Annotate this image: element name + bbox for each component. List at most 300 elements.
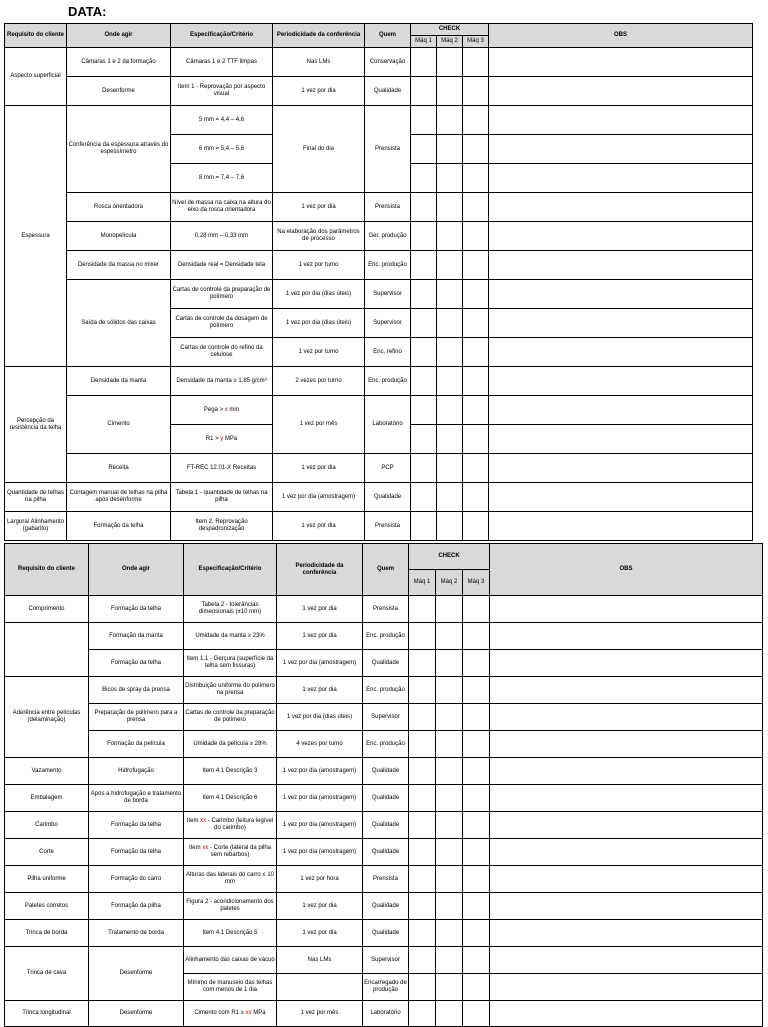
quem-cell: PCP: [365, 454, 411, 483]
obs-cell[interactable]: [489, 106, 753, 135]
onde-cell: Hidrofugação: [89, 758, 184, 785]
spec-cell: [171, 396, 273, 425]
requisito-cell: Trinca longitudinal: [5, 1001, 89, 1027]
check-cell[interactable]: [411, 396, 437, 425]
table-row: [5, 839, 763, 866]
spec-cell: Tabela 1 - quantidade de telhas na pilha: [171, 483, 273, 512]
onde-cell: Receita: [67, 454, 171, 483]
check-cell[interactable]: [411, 338, 437, 367]
check-cell[interactable]: [463, 812, 490, 839]
obs-cell[interactable]: [490, 758, 763, 785]
table-row: [5, 106, 753, 135]
date-label: DATA:: [68, 4, 107, 19]
period-cell: 4 vezes por turno: [277, 731, 363, 758]
check-cell[interactable]: [463, 650, 490, 677]
check-cell[interactable]: [409, 947, 436, 974]
onde-cell: Contagem manual de telhas na pilha após desenforme: [67, 483, 171, 512]
r1-prefix: R1 >: [205, 435, 221, 442]
check-cell[interactable]: [437, 338, 463, 367]
check-cell[interactable]: [463, 839, 490, 866]
obs-cell[interactable]: [489, 135, 753, 164]
check-cell[interactable]: [409, 785, 436, 812]
obs-cell[interactable]: [489, 77, 753, 106]
onde-cell: Saída de sólidos das caixas: [67, 280, 171, 367]
table-row: [5, 483, 753, 512]
onde-cell: Câmaras 1 e 2 da formação: [67, 48, 171, 77]
check-cell[interactable]: [437, 483, 463, 512]
onde-cell: Formação da telha: [89, 650, 184, 677]
header-quem: Quem: [363, 544, 409, 596]
check-cell[interactable]: [409, 866, 436, 893]
table-row: [5, 77, 753, 106]
onde-cell: Desenforme: [89, 947, 184, 1001]
header-check: CHECK: [409, 544, 490, 570]
spec-cell: Mínimo de manuseio das telhas com menos de 1 dia: [184, 974, 277, 1001]
quem-cell: Enc. produção: [363, 623, 409, 650]
check-cell[interactable]: [463, 596, 490, 623]
obs-cell[interactable]: [489, 280, 753, 309]
check-cell[interactable]: [463, 338, 489, 367]
quem-cell: Prensista: [365, 512, 411, 541]
onde-cell: Formação da telha: [67, 512, 171, 541]
period-cell: 1 vez por dia (dias úteis): [273, 309, 365, 338]
obs-cell[interactable]: [489, 164, 753, 193]
onde-cell: Preparação de polímero para a prensa: [89, 704, 184, 731]
spec-cell: Alturas das laterais do carro ≤ 10 mm: [184, 866, 277, 893]
obs-cell[interactable]: [489, 251, 753, 280]
check-cell[interactable]: [436, 677, 463, 704]
period-cell: 2 vezes por turno: [273, 367, 365, 396]
quem-cell: Enc. produção: [363, 731, 409, 758]
quem-cell: Prensista: [363, 596, 409, 623]
cimento-xx: xx: [245, 1010, 252, 1016]
requisito-cell: Corte: [5, 839, 89, 866]
requisito-cell: [5, 623, 89, 677]
check-cell[interactable]: [463, 135, 489, 164]
check-cell[interactable]: [463, 677, 490, 704]
period-cell: 1 vez por dia: [273, 512, 365, 541]
header-especificacao: Especificação/Critério: [171, 24, 273, 48]
check-cell[interactable]: [409, 731, 436, 758]
check-cell[interactable]: [409, 920, 436, 947]
table-row: [5, 596, 763, 623]
check-cell[interactable]: [463, 920, 490, 947]
check-cell[interactable]: [463, 974, 490, 1001]
period-cell: 1 vez por dia (dias úteis): [277, 704, 363, 731]
header-maq2: Máq 2: [437, 36, 463, 48]
check-cell[interactable]: [436, 974, 463, 1001]
period-cell: 1 vez por turno: [273, 251, 365, 280]
spec-cell: Cartas de controle do refino da celulose: [171, 338, 273, 367]
pega-x: x: [224, 406, 228, 413]
check-cell[interactable]: [409, 1001, 436, 1027]
quem-cell: Enc. refino: [365, 338, 411, 367]
quem-cell: Supervisor: [363, 704, 409, 731]
table-row: [5, 454, 753, 483]
quem-cell: Ger. produção: [365, 222, 411, 251]
period-cell: 1 vez por dia (dias úteis): [273, 280, 365, 309]
table-row: [5, 623, 763, 650]
check-cell[interactable]: [411, 193, 437, 222]
header-periodicidade: Periodicidade da conferência: [277, 544, 363, 596]
check-cell[interactable]: [436, 758, 463, 785]
obs-cell[interactable]: [490, 731, 763, 758]
quem-cell: Qualidade: [363, 785, 409, 812]
spec-cell: Cartas de controle da preparação de polímero: [184, 704, 277, 731]
header-obs: OBS: [489, 24, 753, 48]
quem-cell: Laboratório: [363, 1001, 409, 1027]
check-cell[interactable]: [463, 367, 489, 396]
requisito-cell: Espessura: [5, 106, 67, 367]
table-row: [5, 920, 763, 947]
obs-cell[interactable]: [489, 193, 753, 222]
spec-cell: 5 mm = 4,4 – 4,6: [171, 106, 273, 135]
period-cell: 1 vez por dia (amostragem): [277, 839, 363, 866]
check-cell[interactable]: [463, 704, 490, 731]
obs-cell[interactable]: [490, 947, 763, 974]
check-cell[interactable]: [409, 704, 436, 731]
check-cell[interactable]: [436, 839, 463, 866]
obs-cell[interactable]: [490, 596, 763, 623]
check-cell[interactable]: [437, 77, 463, 106]
table-row: [5, 812, 763, 839]
check-cell[interactable]: [411, 454, 437, 483]
check-cell[interactable]: [437, 106, 463, 135]
check-cell[interactable]: [463, 758, 490, 785]
checklist-table-2: [4, 543, 763, 1027]
check-cell[interactable]: [463, 893, 490, 920]
check-cell[interactable]: [411, 512, 437, 541]
spec-cell: Nível de massa na caixa na altura do eixo da rosca orientadora: [171, 193, 273, 222]
check-cell[interactable]: [463, 251, 489, 280]
period-cell: 1 vez por dia: [273, 77, 365, 106]
obs-cell[interactable]: [490, 650, 763, 677]
spec-cell: Umidade da manta ≥ 23%: [184, 623, 277, 650]
check-cell[interactable]: [411, 280, 437, 309]
check-cell[interactable]: [409, 974, 436, 1001]
check-cell[interactable]: [463, 512, 489, 541]
check-cell[interactable]: [437, 135, 463, 164]
check-cell[interactable]: [437, 48, 463, 77]
check-cell[interactable]: [437, 396, 463, 425]
check-cell[interactable]: [411, 367, 437, 396]
quem-cell: Supervisor: [365, 280, 411, 309]
requisito-cell: Pilha uniforme: [5, 866, 89, 893]
table-row: [5, 785, 763, 812]
check-cell[interactable]: [436, 785, 463, 812]
check-cell[interactable]: [437, 251, 463, 280]
table-row: [5, 758, 763, 785]
check-cell[interactable]: [411, 251, 437, 280]
onde-cell: Desenforme: [67, 77, 171, 106]
check-cell[interactable]: [436, 893, 463, 920]
check-cell[interactable]: [463, 454, 489, 483]
requisito-cell: Carimbo: [5, 812, 89, 839]
check-cell[interactable]: [437, 367, 463, 396]
onde-cell: Monopelícula: [67, 222, 171, 251]
check-cell[interactable]: [411, 222, 437, 251]
table-row: [5, 367, 753, 396]
pega-suffix: min: [227, 406, 240, 413]
spec-cell: 8 mm = 7,4 – 7,6: [171, 164, 273, 193]
check-cell[interactable]: [463, 222, 489, 251]
obs-cell[interactable]: [489, 512, 753, 541]
check-cell[interactable]: [463, 280, 489, 309]
spec-cell: Câmaras 1 e 2 TTF limpas: [171, 48, 273, 77]
table-row: [5, 704, 763, 731]
spec-cell: [184, 839, 277, 866]
r1-suffix: MPa: [223, 435, 238, 442]
spec-cell: Cartas de controle da preparação de polímero: [171, 280, 273, 309]
spec-cell: Densidade da manta ≥ 1,85 g/cm³: [171, 367, 273, 396]
quem-cell: Laboratório: [365, 396, 411, 454]
obs-cell[interactable]: [490, 920, 763, 947]
obs-cell[interactable]: [490, 974, 763, 1001]
table-row: [5, 731, 763, 758]
table-row: [5, 650, 763, 677]
table-row: [5, 1001, 763, 1027]
check-cell[interactable]: [409, 677, 436, 704]
check-cell[interactable]: [409, 839, 436, 866]
check-cell[interactable]: [463, 1001, 490, 1027]
period-cell: 1 vez por dia: [277, 920, 363, 947]
onde-cell: Cimento: [67, 396, 171, 454]
requisito-cell: Percepção da resistência da telha: [5, 367, 67, 483]
table-row: [5, 48, 753, 77]
spec-cell: Figura 2 - acondicionamento dos paletes: [184, 893, 277, 920]
quem-cell: Qualidade: [363, 920, 409, 947]
table-row: [5, 193, 753, 222]
check-cell[interactable]: [437, 512, 463, 541]
period-cell: 1 vez por turno: [273, 338, 365, 367]
period-cell: 1 vez por dia: [277, 677, 363, 704]
onde-cell: Formação da película: [89, 731, 184, 758]
obs-cell[interactable]: [490, 839, 763, 866]
check-cell[interactable]: [437, 164, 463, 193]
spec-cell: Distribuição uniforme do polímero na prensa: [184, 677, 277, 704]
onde-cell: Formação da telha: [89, 812, 184, 839]
period-cell: 1 vez por dia (amostragem): [277, 785, 363, 812]
spec-cell: Umidade da película ≥ 28%: [184, 731, 277, 758]
checklist-table-1: [4, 23, 753, 541]
header-onde-agir: Onde agir: [89, 544, 184, 596]
onde-cell: Formação da telha: [89, 596, 184, 623]
header-requisito: Requisito do cliente: [5, 24, 67, 48]
check-cell[interactable]: [463, 48, 489, 77]
check-cell[interactable]: [436, 1001, 463, 1027]
onde-cell: Após a hidrofugação e tratamento de borda: [89, 785, 184, 812]
check-cell[interactable]: [463, 866, 490, 893]
spec-cell: Item 1.1 - Gerçura (superfície da telha sem fissuras): [184, 650, 277, 677]
check-cell[interactable]: [411, 164, 437, 193]
onde-cell: Desenforme: [89, 1001, 184, 1027]
check-cell[interactable]: [411, 425, 437, 454]
header-check: CHECK: [411, 24, 489, 36]
quem-cell: Prensista: [365, 193, 411, 222]
check-cell[interactable]: [436, 650, 463, 677]
period-cell: 1 vez por dia: [277, 596, 363, 623]
check-cell[interactable]: [463, 396, 489, 425]
quem-cell: Qualidade: [363, 758, 409, 785]
spec-cell: Item 4.1 Descrição 3: [184, 758, 277, 785]
quem-cell: Qualidade: [365, 77, 411, 106]
obs-cell[interactable]: [490, 785, 763, 812]
check-cell[interactable]: [409, 650, 436, 677]
header-quem: Quem: [365, 24, 411, 48]
check-cell[interactable]: [411, 106, 437, 135]
check-cell[interactable]: [436, 731, 463, 758]
item-xx: xx: [200, 818, 207, 824]
obs-cell[interactable]: [489, 367, 753, 396]
obs-cell[interactable]: [489, 425, 753, 454]
check-cell[interactable]: [411, 77, 437, 106]
header-especificacao: Especificação/Critério: [184, 544, 277, 596]
check-cell[interactable]: [411, 309, 437, 338]
quem-cell: Prensista: [365, 106, 411, 193]
check-cell[interactable]: [436, 920, 463, 947]
requisito-cell: Trinca de cava: [5, 947, 89, 1001]
check-cell[interactable]: [437, 193, 463, 222]
spec-cell: [184, 812, 277, 839]
spec-cell: Tabela 2 - tolerâncias dimensionais (±10 mm): [184, 596, 277, 623]
obs-cell[interactable]: [490, 866, 763, 893]
requisito-cell: Vazamento: [5, 758, 89, 785]
check-cell[interactable]: [437, 454, 463, 483]
check-cell[interactable]: [409, 623, 436, 650]
check-cell[interactable]: [409, 893, 436, 920]
obs-cell[interactable]: [489, 483, 753, 512]
header-requisito: Requisito do cliente: [5, 544, 89, 596]
requisito-cell: Quantidade de telhas na pilha: [5, 483, 67, 512]
obs-cell[interactable]: [489, 454, 753, 483]
check-cell[interactable]: [436, 812, 463, 839]
header-maq3: Máq 3: [463, 570, 490, 596]
obs-cell[interactable]: [489, 338, 753, 367]
spec-cell: Densidade real = Densidade tela: [171, 251, 273, 280]
obs-cell[interactable]: [490, 893, 763, 920]
header-onde-agir: Onde agir: [67, 24, 171, 48]
period-cell: 1 vez por dia (amostragem): [277, 758, 363, 785]
obs-cell[interactable]: [489, 48, 753, 77]
onde-cell: Formação da manta: [89, 623, 184, 650]
header-maq3: Máq 3: [463, 36, 489, 48]
check-cell[interactable]: [463, 947, 490, 974]
check-cell[interactable]: [436, 623, 463, 650]
header-maq1: Máq 1: [411, 36, 437, 48]
spec-cell: FT-REC 12.01-X Receitas: [171, 454, 273, 483]
period-cell: 1 vez por hora: [277, 866, 363, 893]
table-row: [5, 222, 753, 251]
requisito-cell: Embalagem: [5, 785, 89, 812]
check-cell[interactable]: [437, 425, 463, 454]
check-cell[interactable]: [463, 164, 489, 193]
spec-cell: 6 mm = 5,4 – 5,6: [171, 135, 273, 164]
spec-cell: 0,28 mm – 0,33 mm: [171, 222, 273, 251]
check-cell[interactable]: [409, 596, 436, 623]
check-cell[interactable]: [437, 222, 463, 251]
item-prefix: Item: [186, 818, 201, 824]
obs-cell[interactable]: [490, 623, 763, 650]
check-cell[interactable]: [436, 866, 463, 893]
check-cell[interactable]: [463, 77, 489, 106]
check-cell[interactable]: [463, 309, 489, 338]
obs-cell[interactable]: [490, 1001, 763, 1027]
check-cell[interactable]: [436, 704, 463, 731]
check-cell[interactable]: [463, 483, 489, 512]
quem-cell: Qualidade: [363, 893, 409, 920]
cimento-suffix: MPa: [251, 1010, 266, 1016]
period-cell: Nas LMs: [273, 48, 365, 77]
period-cell: 1 vez por dia (amostragem): [273, 483, 365, 512]
check-cell[interactable]: [463, 106, 489, 135]
check-cell[interactable]: [411, 48, 437, 77]
r1-y: y: [220, 435, 224, 442]
period-cell: 1 vez por dia: [273, 454, 365, 483]
period-cell: 1 vez por dia: [277, 893, 363, 920]
item-suffix: - Carimbo (leitura legível do carimbo): [206, 818, 274, 831]
table-row: [5, 947, 763, 974]
table-row: [5, 677, 763, 704]
check-cell[interactable]: [411, 483, 437, 512]
requisito-cell: Trinca de borda: [5, 920, 89, 947]
check-cell[interactable]: [411, 135, 437, 164]
quem-cell: Supervisor: [365, 309, 411, 338]
check-cell[interactable]: [463, 623, 490, 650]
spec-cell: Item 4.1 Descrição 6: [184, 785, 277, 812]
spec-cell: [184, 1001, 277, 1027]
check-cell[interactable]: [463, 193, 489, 222]
item-xx: xx: [202, 845, 209, 851]
requisito-cell: Aderência entre películas (delaminação): [5, 677, 89, 758]
onde-cell: Rosca orientadora: [67, 193, 171, 222]
header-obs: OBS: [490, 544, 763, 596]
requisito-cell: Largura/ Alinhamento (gabarito): [5, 512, 67, 541]
check-cell[interactable]: [436, 947, 463, 974]
check-cell[interactable]: [409, 812, 436, 839]
check-cell[interactable]: [437, 309, 463, 338]
table-row: [5, 512, 753, 541]
obs-cell[interactable]: [490, 677, 763, 704]
check-cell[interactable]: [463, 785, 490, 812]
period-cell: 1 vez por mês: [277, 1001, 363, 1027]
obs-cell[interactable]: [489, 396, 753, 425]
item-suffix: - Corte (lateral da pilha sem rebarbos): [208, 845, 272, 858]
obs-cell[interactable]: [490, 704, 763, 731]
period-cell: Na elaboração dos parâmetros de processo: [273, 222, 365, 251]
onde-cell: Conferência da espessura através do espessímetro: [67, 106, 171, 193]
check-cell[interactable]: [436, 596, 463, 623]
table-row: [5, 866, 763, 893]
table-row: [5, 396, 753, 425]
obs-cell[interactable]: [489, 222, 753, 251]
check-cell[interactable]: [409, 758, 436, 785]
obs-cell[interactable]: [489, 309, 753, 338]
header-periodicidade: Periodicidade da conferência: [273, 24, 365, 48]
table-row: [5, 280, 753, 309]
onde-cell: Densidade da manta: [67, 367, 171, 396]
onde-cell: Formação da telha: [89, 839, 184, 866]
check-cell[interactable]: [437, 280, 463, 309]
quem-cell: Qualidade: [363, 839, 409, 866]
requisito-cell: Aspecto superficial: [5, 48, 67, 106]
check-cell[interactable]: [463, 731, 490, 758]
check-cell[interactable]: [463, 425, 489, 454]
period-cell: Nas LMs: [277, 947, 363, 974]
table-row: [5, 251, 753, 280]
quem-cell: Supervisor: [363, 947, 409, 974]
spec-cell: Item 4.1 Descrição 5: [184, 920, 277, 947]
obs-cell[interactable]: [490, 812, 763, 839]
